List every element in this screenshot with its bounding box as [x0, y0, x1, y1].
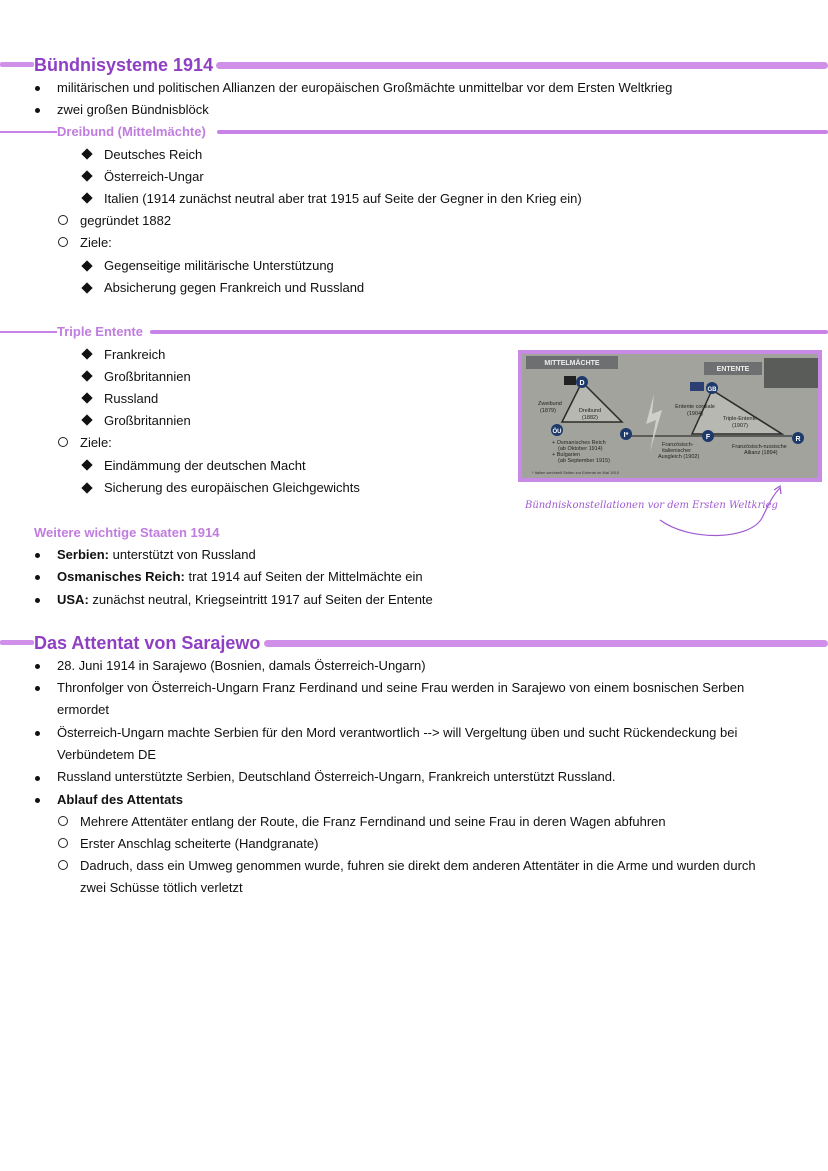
caption-arrow-icon — [650, 482, 790, 542]
heading-bar-left — [0, 131, 57, 133]
bullet-icon — [35, 798, 40, 803]
bullet-icon — [35, 664, 40, 669]
list-item: Sicherung des europäischen Gleichgewichts — [104, 480, 360, 495]
label-fr-it: Französisch- — [662, 442, 694, 448]
list-item: USA: zunächst neutral, Kriegseintritt 1917 auf Seiten der Entente — [57, 592, 433, 607]
list-item: Großbritannien — [104, 369, 191, 384]
node-r-label: R — [795, 436, 801, 443]
diamond-bullet-icon — [81, 148, 92, 159]
node-oe-label: ÖU — [552, 429, 562, 435]
bullet-icon — [35, 776, 40, 781]
diamond-bullet-icon — [81, 192, 92, 203]
subsection-title: Dreibund (Mittelmächte) — [57, 124, 206, 139]
node-i-label: I* — [623, 432, 629, 439]
label-bulgarien-date: (ab September 1915) — [558, 458, 610, 464]
label-fr-ru: Französisch-russische — [732, 444, 787, 450]
heading-attentat — [0, 632, 828, 658]
label-bulgarien: + Bulgarien — [552, 452, 580, 458]
label-dreibund: Dreibund — [578, 408, 602, 414]
list-item: Absicherung gegen Frankreich und Russland — [104, 280, 365, 295]
bullet-icon — [35, 86, 40, 91]
subsection-title: Weitere wichtige Staaten 1914 — [34, 525, 220, 540]
flag-gb-icon — [690, 382, 704, 391]
section-title: Bündnisysteme 1914 — [34, 55, 214, 75]
list-item: Ziele: — [80, 235, 112, 250]
list-item: Italien (1914 zunächst neutral aber trat 1915 auf Seite der Gegner in den Krieg ein) — [104, 191, 582, 206]
label-entente-cordiale-year: (1904) — [687, 411, 703, 417]
heading-bar-right — [217, 130, 828, 134]
list-item: Österreich-Ungar — [104, 169, 204, 184]
list-item: Gegenseitige militärische Unterstützung — [104, 258, 334, 273]
photo-corner-graphic — [764, 358, 818, 388]
list-item-continuation: zwei Schüsse tötlich verletzt — [80, 880, 243, 895]
label-osman: + Osmanisches Reich — [552, 440, 606, 446]
node-d-label: D — [579, 380, 585, 387]
list-item-continuation: ermordet — [57, 702, 110, 717]
list-item: Dadruch, dass ein Umweg genommen wurde, fuhren sie direkt dem anderen Attentäter in die Arme und wurden durch — [80, 858, 756, 873]
node-gb-label: GB — [707, 387, 717, 393]
label-zweibund: Zweibund — [538, 401, 562, 407]
list-item: Frankreich — [104, 347, 166, 362]
bullet-icon — [35, 686, 40, 691]
list-item: Serbien: unterstützt von Russland — [57, 547, 256, 562]
list-item-ablauf: Ablauf des Attentats — [57, 792, 183, 807]
photo-footnote: * Italien wechselt Seiten zur Entente im Mai 1915 — [532, 470, 619, 475]
bullet-icon — [35, 575, 40, 580]
circle-bullet-icon — [58, 237, 68, 247]
heading-triple-entente — [0, 324, 828, 342]
diamond-bullet-icon — [81, 260, 92, 271]
heading-bar-left — [0, 62, 34, 67]
circle-bullet-icon — [58, 215, 68, 225]
diamond-bullet-icon — [81, 414, 92, 425]
photo-caption: Bündniskonstellationen vor dem Ersten Weltkrieg — [525, 500, 778, 511]
bullet-icon — [35, 731, 40, 736]
diamond-bullet-icon — [81, 482, 92, 493]
list-item: Mehrere Attentäter entlang der Route, die Franz Ferndinand und seine Frau in deren Wagen abfuhren — [80, 814, 666, 829]
list-item: Österreich-Ungarn machte Serbien für den Mord verantwortlich --> will Vergeltung üben und sucht Rückendeckung bei — [57, 725, 738, 740]
label-fr-ru: Allianz (1894) — [744, 450, 778, 456]
alliance-diagram-photo — [518, 350, 822, 482]
label-fr-it: Ausgleich (1902) — [658, 454, 700, 460]
list-item: Russland — [104, 391, 159, 406]
list-item: Thronfolger von Österreich-Ungarn Franz Ferdinand und seine Frau werden in Sarajewo von einem bosnischen Serben — [57, 680, 745, 695]
alliance-diagram-svg — [522, 354, 818, 478]
list-item: Ziele: — [80, 435, 112, 450]
diamond-bullet-icon — [81, 392, 92, 403]
section-title: Das Attentat von Sarajewo — [34, 633, 261, 653]
label-triple-entente: Triple-Entente — [722, 416, 758, 422]
diamond-bullet-icon — [81, 459, 92, 470]
list-item: Osmanisches Reich: trat 1914 auf Seiten der Mittelmächte ein — [57, 569, 423, 584]
subsection-title: Triple Entente — [57, 324, 143, 339]
label-osman-date: (ab Oktober 1914) — [558, 446, 603, 452]
circle-bullet-icon — [58, 816, 68, 826]
label-fr-it: italienischer — [662, 448, 692, 454]
label-zweibund-year: (1879) — [540, 408, 556, 414]
list-item: militärischen und politischen Allianzen der europäischen Großmächte unmittelbar vor dem Ersten Weltkrieg — [57, 80, 673, 95]
bullet-icon — [35, 598, 40, 603]
heading-bar-right — [264, 640, 828, 647]
diamond-bullet-icon — [81, 370, 92, 381]
diamond-bullet-icon — [81, 348, 92, 359]
list-item: gegründet 1882 — [80, 213, 172, 228]
header-mittelmaechte: MITTELMÄCHTE — [544, 360, 600, 367]
circle-bullet-icon — [58, 437, 68, 447]
list-item: Deutsches Reich — [104, 147, 203, 162]
label-dreibund-year: (1882) — [582, 415, 598, 421]
circle-bullet-icon — [58, 860, 68, 870]
heading-dreibund — [0, 124, 828, 142]
header-entente: ENTENTE — [716, 366, 750, 373]
flag-de-icon — [564, 376, 576, 385]
list-item: Großbritannien — [104, 413, 191, 428]
heading-bar-right — [150, 330, 828, 334]
heading-buendnissysteme — [0, 54, 828, 80]
diamond-bullet-icon — [81, 282, 92, 293]
list-item: Russland unterstützte Serbien, Deutschland Österreich-Ungarn, Frankreich unterstützt Russland. — [57, 769, 616, 784]
heading-bar-left — [0, 640, 34, 645]
list-item-continuation: Verbündetem DE — [57, 747, 157, 762]
bullet-icon — [35, 553, 40, 558]
list-item: Eindämmung der deutschen Macht — [104, 458, 306, 473]
diamond-bullet-icon — [81, 170, 92, 181]
label-entente-cordiale: Entente cordiale — [675, 404, 715, 410]
list-item: Erster Anschlag scheiterte (Handgranate) — [80, 836, 319, 851]
node-f-label: F — [705, 434, 711, 441]
list-item: zwei großen Bündnisblöck — [57, 102, 209, 117]
label-triple-entente-year: (1907) — [732, 423, 748, 429]
circle-bullet-icon — [58, 838, 68, 848]
heading-bar-right — [216, 62, 828, 69]
heading-bar-left — [0, 331, 57, 333]
bullet-icon — [35, 108, 40, 113]
list-item: 28. Juni 1914 in Sarajewo (Bosnien, damals Österreich-Ungarn) — [57, 658, 426, 673]
